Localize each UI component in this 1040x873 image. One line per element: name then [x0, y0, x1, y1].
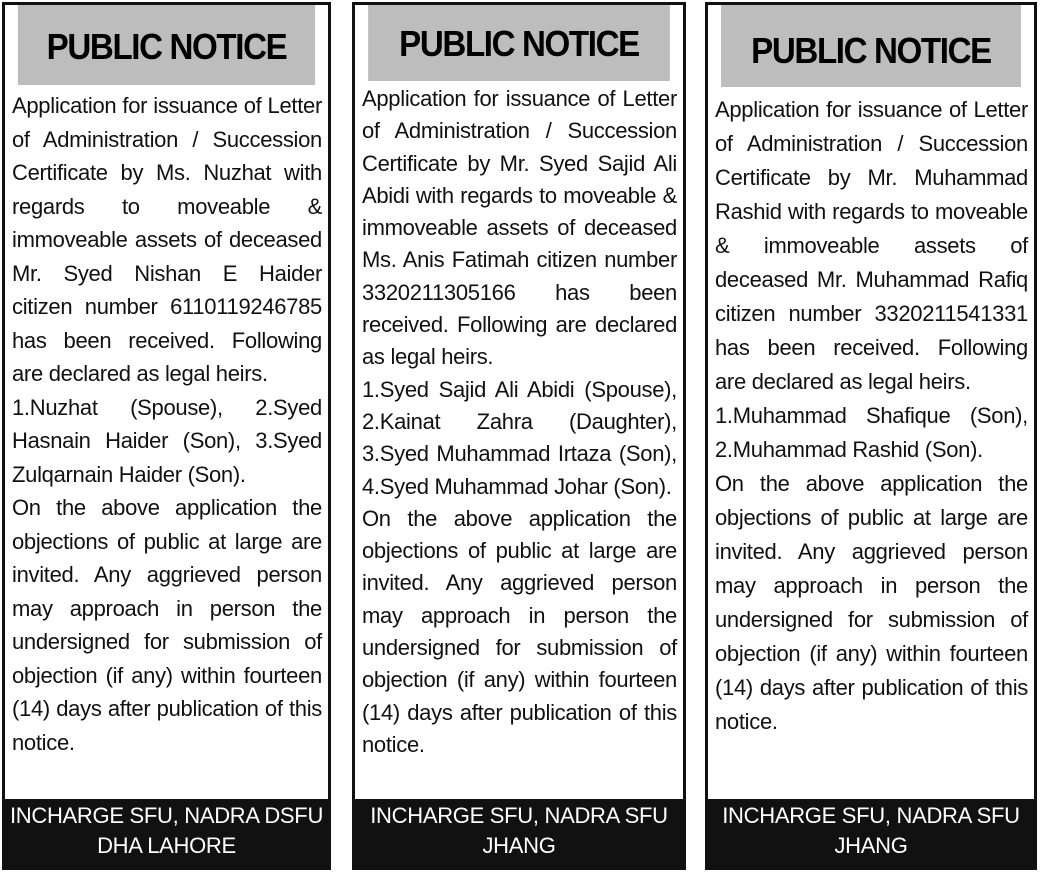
notice-application-text: Application for issuance of Letter of Administration / Succession Certificate by Mr. Syed Sajid Ali Abidi with regards to moveable & immoveable assets of deceased Ms. Anis Fatimah citizen number 3320211305166 has been received. Following are declared as legal heirs. [362, 86, 677, 370]
notice-title: PUBLIC NOTICE [368, 5, 670, 81]
notice-title: PUBLIC NOTICE [18, 5, 315, 85]
notice-body [355, 81, 683, 799]
notice-heirs-list: 1.Syed Sajid Ali Abidi (Spouse), 2.Kainat Zahra (Daughter), 3.Syed Muhammad Irtaza (Son), 4.Syed Muhammad Johar (Son). [362, 376, 677, 499]
notice-issuer: INCHARGE SFU, NADRA SFU JHANG [355, 799, 683, 867]
notice-application-text: Application for issuance of Letter of Administration / Succession Certificate by Mr. Muhammad Rashid with regards to moveable & immoveable assets of deceased Mr. Muhammad Rafiq citizen number 3320211541331 has been received. Following are declared as legal heirs. [715, 97, 1028, 394]
notice-title: PUBLIC NOTICE [721, 5, 1021, 87]
notice-body [708, 87, 1034, 799]
notice-application-text: Application for issuance of Letter of Administration / Succession Certificate by Ms. Nuzhat with regards to moveable & immoveable assets of deceased Mr. Syed Nishan E Haider citizen number 6110119246785 has been received. Following are declared as legal heirs. [12, 93, 322, 386]
public-notice-3 [705, 2, 1037, 870]
notice-body [5, 85, 328, 799]
notice-heirs-list: 1.Muhammad Shafique (Son), 2.Muhammad Rashid (Son). [715, 403, 1028, 462]
notice-objection-text: On the above application the objections of public at large are invited. Any aggrieved person may approach in person the undersigned for submission of objection (if any) within fourteen (14) days after publication of this notice. [715, 471, 1028, 734]
notice-issuer: INCHARGE SFU, NADRA SFU JHANG [708, 799, 1034, 867]
notice-heirs-list: 1.Nuzhat (Spouse), 2.Syed Hasnain Haider (Son), 3.Syed Zulqarnain Haider (Son). [12, 394, 322, 487]
public-notice-1 [2, 2, 331, 870]
notice-objection-text: On the above application the objections of public at large are invited. Any aggrieved person may approach in person the undersigned for submission of objection (if any) within fourteen (14) days after publication of this notice. [362, 505, 677, 757]
notice-objection-text: On the above application the objections of public at large are invited. Any aggrieved person may approach in person the undersigned for submission of objection (if any) within fourteen (14) days after publication of this notice. [12, 495, 322, 755]
public-notice-2 [352, 2, 686, 870]
notice-issuer: INCHARGE SFU, NADRA DSFU DHA LAHORE [5, 799, 328, 867]
